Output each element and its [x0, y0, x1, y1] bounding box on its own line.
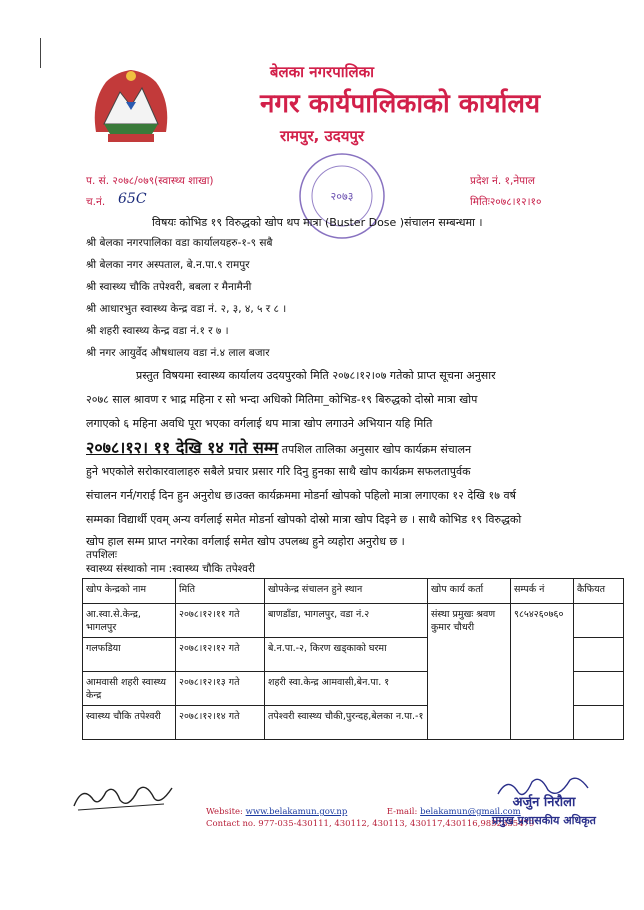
contact-cell: ९८५४२६०७६० [511, 604, 574, 740]
remarks-cell [574, 604, 624, 638]
table-cell: २०७८।१२।१४ गते [176, 706, 265, 740]
col-header: खोप कार्य कर्ता [428, 579, 511, 604]
col-header: कैफियत [574, 579, 624, 604]
body-line: लगाएको ६ महिना अवधि पूरा भएका वर्गलाई थप मात्रा खोप लगाउने अभियान यहि मिति [86, 417, 433, 430]
province: प्रदेश नं. १,नेपाल [470, 175, 535, 187]
table-cell: शहरी स्वा.केन्द्र आमवासी,बेन.पा. १ [265, 672, 428, 706]
body-line: प्रस्तुत विषयमा स्वास्थ्य कार्यालय उदयपुरको मिति २०७८।१२।०७ गतेको प्राप्त सूचना अनुसार [136, 369, 496, 382]
body-line: २०७८ साल श्रावण र भाद्र महिना र सो भन्दा अधिको मितिमा_कोभिड-१९ बिरुद्धको दोस्रो मात्रा खोप [86, 393, 478, 406]
col-header: खोपकेन्द्र संचालन हुने स्थान [265, 579, 428, 604]
dispatch-label: च.नं. [86, 196, 106, 208]
stamp-number: २०७३ [330, 190, 354, 203]
table-cell: २०७८।१२।११ गते [176, 604, 265, 638]
office-location: रामपुर, उदयपुर [279, 127, 365, 145]
schedule-table [82, 578, 624, 740]
table-header-row [83, 579, 624, 604]
signer-name: अर्जुन निरौला [512, 795, 576, 810]
website-label: Website: [206, 807, 243, 817]
municipality-name: बेलका नगरपालिका [269, 63, 375, 81]
body-line-rest: तपशिल तालिका अनुसार खोप कार्यक्रम संचालन [281, 443, 472, 456]
col-header: सम्पर्क नं [511, 579, 574, 604]
office-title: नगर कार्यपालिकाको कार्यालय [259, 89, 541, 119]
signer-title: प्रमुख प्रशासकीय अधिकृत [492, 814, 596, 827]
table-cell: आमवासी शहरी स्वास्थ्य केन्द्र [83, 672, 176, 706]
campaign-dates: २०७८।१२। ११ देखि १४ गते सम्म [86, 438, 279, 457]
contact-numbers: Contact no. 977-035-430111, 430112, 430113, 430117,430116,9852835479 [206, 819, 535, 829]
org-name: स्वास्थ्य संस्थाको नाम :स्वास्थ्य चौकि तपेश्वरी [86, 563, 255, 575]
signer-block [492, 794, 596, 830]
body-line: हुने भएकोले सरोकारवालाहरु सबैले प्रचार प्रसार गरि दिनु हुनका साथै खोप कार्यक्रम सफलतापुर्वक [86, 465, 471, 478]
remarks-cell [574, 672, 624, 706]
recipient: श्री शहरी स्वास्थ्य केन्द्र वडा नं.१ र ७ । [86, 325, 229, 337]
letter-number: प. सं. २०७८/०७९(स्वास्थ्य शाखा) [86, 175, 214, 187]
body-line-highlight [86, 436, 621, 462]
email-label: E-mail: [386, 807, 418, 817]
col-header: मिति [176, 579, 265, 604]
table-cell: २०७८।१२।१३ गते [176, 672, 265, 706]
subject-line: विषयः कोभिड १९ विरुद्धको खोप थप मात्रा (Buster Dose )संचालन सम्बन्धमा । [152, 216, 483, 229]
table-cell: बाणडाँडा, भागलपुर, वडा नं.२ [265, 604, 428, 638]
table-cell: २०७८।१२।१२ गते [176, 638, 265, 672]
table-cell: स्वास्थ्य चौकि तपेश्वरी [83, 706, 176, 740]
footer-contact [206, 806, 534, 830]
vaccinator-cell: संस्था प्रमुखः श्रवण कुमार चौधरी [428, 604, 511, 740]
tapasil-label: तपशिलः [86, 549, 118, 561]
recipient: श्री नगर आयुर्वेद औषधालय वडा नं.४ लाल बजार [86, 347, 270, 359]
recipient: श्री आधारभुत स्वास्थ्य केन्द्र वडा नं. २, ३, ४, ५ र ८ । [86, 303, 287, 315]
body-line: खोप हाल सम्म प्राप्त नगरेका वर्गलाई समेत खोप उपलब्ध हुने व्यहोरा अनुरोध छ । [86, 535, 405, 548]
letter-date: मितिः२०७८।१२।१० [470, 196, 542, 208]
table-cell: आ.स्वा.से.केन्द्र, भागलपुर [83, 604, 176, 638]
recipient: श्री बेलका नगर अस्पताल, बे.न.पा.९ रामपुर [86, 259, 250, 271]
remarks-cell [574, 638, 624, 672]
dispatch-number: 65C [118, 191, 147, 207]
col-header: खोप केन्द्रको नाम [83, 579, 176, 604]
remarks-cell [574, 706, 624, 740]
recipient: श्री स्वास्थ्य चौकि तपेश्वरी, बबला र मैनामैनी [86, 281, 252, 293]
email-link[interactable]: belakamun@gmail.com [420, 807, 521, 817]
table-cell: बे.न.पा.-२, किरण खड्काको घरमा [265, 638, 428, 672]
handwritten-signature-left [68, 778, 178, 818]
table-cell: गलफडिया [83, 638, 176, 672]
body-line: सम्मका विद्यार्थी एवम् अन्य वर्गलाई समेत मोडर्ना खोपको दोस्रो मात्रा खोप दिइने छ । साथै कोभिड १९ विरुद्धको [86, 513, 522, 526]
table-cell: तपेश्वरी स्वास्थ्य चौकी,पुरन्दह,बेलका न.पा.-१ [265, 706, 428, 740]
body-line: संचालन गर्न/गराई दिन हुन अनुरोध छ।उक्त कार्यक्रममा मोडर्ना खोपको पहिलो मात्रा लगाएका १२ देखि १७ वर्ष [86, 489, 516, 502]
table-row [83, 604, 624, 638]
recipient: श्री बेलका नगरपालिका वडा कार्यालयहरु-१-९ सबै [86, 237, 273, 249]
website-link[interactable]: www.belakamun.gov.np [245, 807, 348, 817]
